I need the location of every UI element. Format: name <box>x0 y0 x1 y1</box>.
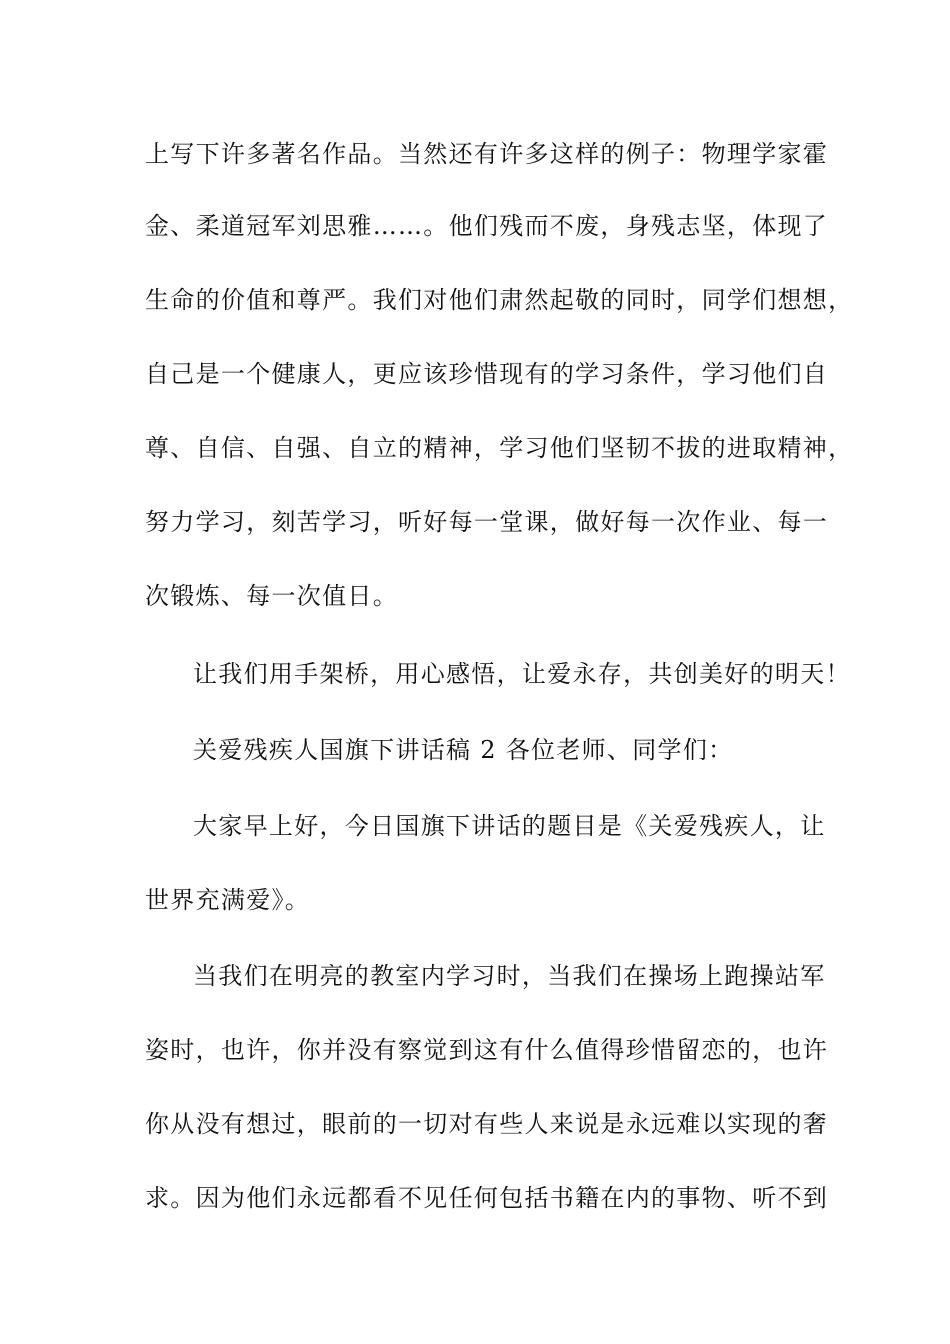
text-line: 世界充满爱》。 <box>145 886 311 914</box>
text-line: 自己是一个健康人，更应该珍惜现有的学习条件，学习他们自 <box>145 360 829 388</box>
text-line: 你从没有想过，眼前的一切对有些人来说是永远难以实现的奢 <box>145 1110 829 1138</box>
text-line: 让我们用手架桥，用心感悟，让爱永存，共创美好的明天！ <box>193 660 851 688</box>
text-line: 上写下许多著名作品。当然还有许多这样的例子：物理学家霍 <box>145 140 829 168</box>
text-line: 努力学习，刻苦学习，听好每一堂课，做好每一次作业、每一 <box>145 508 829 536</box>
text-line: 生命的价值和尊严。我们对他们肃然起敬的同时，同学们想想， <box>145 286 854 314</box>
text-line: 求。因为他们永远都看不见任何包括书籍在内的事物、听不到 <box>145 1184 829 1212</box>
text-line: 大家早上好，今日国旗下讲话的题目是《关爱残疾人，让 <box>193 812 826 840</box>
text-line: 姿时，也许，你并没有察觉到这有什么值得珍惜留恋的，也许 <box>145 1036 829 1064</box>
text-line: 次锻炼、每一次值日。 <box>145 582 398 610</box>
text-line: 当我们在明亮的教室内学习时，当我们在操场上跑操站军 <box>193 962 826 990</box>
text-line: 关爱残疾人国旗下讲话稿 2 各位老师、同学们： <box>193 736 734 764</box>
text-line: 尊、自信、自强、自立的精神，学习他们坚韧不拔的进取精神， <box>145 434 854 462</box>
text-line: 金、柔道冠军刘思雅……。他们残而不废，身残志坚，体现了 <box>145 212 829 240</box>
